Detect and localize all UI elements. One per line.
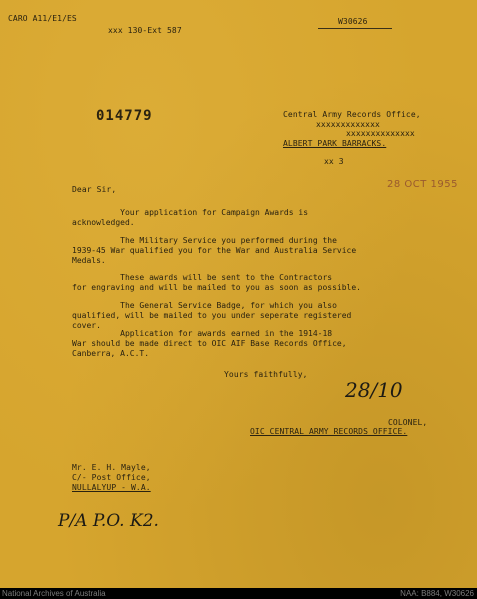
salutation: Dear Sir, (72, 185, 117, 194)
archive-footer (0, 588, 477, 599)
reference-left: CARO A11/E1/ES (8, 14, 77, 23)
address-line-5: xx 3 (324, 157, 344, 166)
recipient-line-3: NULLALYUP - W.A. (72, 483, 151, 492)
paragraph-3: These awards will be sent to the Contractors for engraving and will be mailed to you as soon as possible. (72, 273, 361, 292)
date-stamp: 28 OCT 1955 (387, 179, 458, 190)
address-line-1: Central Army Records Office, (283, 110, 421, 119)
recipient-line-2: C/- Post Office, (72, 473, 151, 482)
reference-underline (318, 28, 392, 29)
extension-number: xxx 130-Ext 587 (108, 26, 182, 35)
archive-reference: NAA: B884, W30626 (400, 589, 474, 598)
paragraph-5: Application for awards earned in the 1914-18 War should be made direct to OIC AIF Base Records Office, Canberra, A.C.T. (72, 329, 347, 358)
paragraph-1: Your application for Campaign Awards is acknowledged. (72, 208, 309, 227)
address-line-3: xxxxxxxxxxxxxx (346, 129, 415, 138)
handwritten-note: P/A P.O. K2. (58, 511, 159, 531)
paragraph-4: The General Service Badge, for which you also qualified, will be mailed to you under seperate registered cover. (72, 301, 352, 330)
document-number: 014779 (96, 108, 153, 124)
address-line-4: ALBERT PARK BARRACKS. (283, 139, 387, 148)
recipient-line-1: Mr. E. H. Mayle, (72, 463, 151, 472)
archive-name: National Archives of Australia (2, 589, 106, 598)
paragraph-2: The Military Service you performed during the 1939-45 War qualified you for the War and Australia Service Medals. (72, 236, 357, 265)
signatory-office: OIC CENTRAL ARMY RECORDS OFFICE. (250, 427, 408, 436)
signatory-title: COLONEL, (388, 418, 428, 427)
address-line-2: xxxxxxxxxxxxx (316, 120, 380, 129)
reference-right: W30626 (338, 17, 368, 26)
signature: 28/10 (345, 378, 403, 402)
closing: Yours faithfully, (224, 370, 308, 379)
